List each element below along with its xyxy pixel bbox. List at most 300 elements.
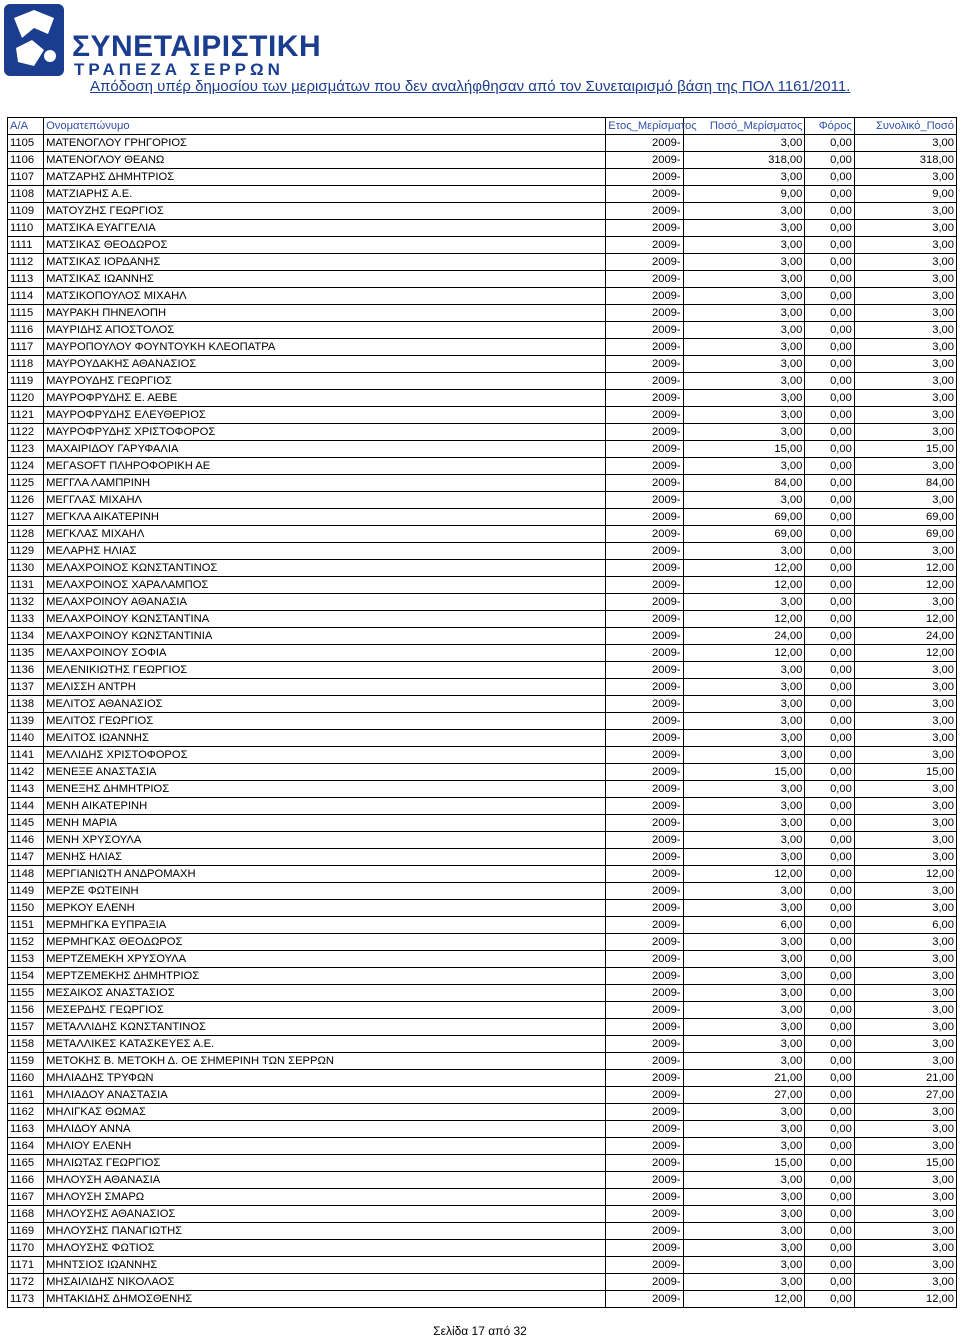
row-name: ΜΕΣΕΡΔΗΣ ΓΕΩΡΓΙΟΣ xyxy=(44,1002,606,1019)
table-row xyxy=(8,186,957,203)
row-total: 3,00 xyxy=(854,968,956,985)
row-aa: 1151 xyxy=(8,917,44,934)
row-aa: 1134 xyxy=(8,628,44,645)
table-row xyxy=(8,203,957,220)
row-amount: 3,00 xyxy=(683,373,805,390)
row-name: ΜΑΤΟΥΖΗΣ ΓΕΩΡΓΙΟΣ xyxy=(44,203,606,220)
row-aa: 1170 xyxy=(8,1240,44,1257)
row-tax: 0,00 xyxy=(805,883,855,900)
row-name: ΜΑΥΡΑΚΗ ΠΗΝΕΛΟΠΗ xyxy=(44,305,606,322)
table-row xyxy=(8,543,957,560)
row-aa: 1173 xyxy=(8,1291,44,1308)
row-year: 2009- xyxy=(606,611,683,628)
row-amount: 9,00 xyxy=(683,186,805,203)
row-amount: 24,00 xyxy=(683,628,805,645)
row-tax: 0,00 xyxy=(805,237,855,254)
table-row xyxy=(8,475,957,492)
row-aa: 1153 xyxy=(8,951,44,968)
row-name: ΜΕΡΤΖΕΜΕΚΗ ΧΡΥΣΟΥΛΑ xyxy=(44,951,606,968)
row-tax: 0,00 xyxy=(805,152,855,169)
row-year: 2009- xyxy=(606,458,683,475)
row-amount: 3,00 xyxy=(683,169,805,186)
table-row xyxy=(8,1291,957,1308)
table-row xyxy=(8,220,957,237)
row-total: 3,00 xyxy=(854,237,956,254)
row-tax: 0,00 xyxy=(805,526,855,543)
row-name: ΜΕΛΛΙΔΗΣ ΧΡΙΣΤΟΦΟΡΟΣ xyxy=(44,747,606,764)
row-aa: 1160 xyxy=(8,1070,44,1087)
row-tax: 0,00 xyxy=(805,934,855,951)
row-aa: 1144 xyxy=(8,798,44,815)
row-aa: 1129 xyxy=(8,543,44,560)
table-row xyxy=(8,407,957,424)
row-amount: 3,00 xyxy=(683,679,805,696)
row-total: 3,00 xyxy=(854,322,956,339)
row-aa: 1168 xyxy=(8,1206,44,1223)
row-total: 12,00 xyxy=(854,560,956,577)
row-aa: 1138 xyxy=(8,696,44,713)
table-row xyxy=(8,169,957,186)
row-tax: 0,00 xyxy=(805,696,855,713)
row-name: ΜΑΤΖΑΡΗΣ ΔΗΜΗΤΡΙΟΣ xyxy=(44,169,606,186)
table-row xyxy=(8,509,957,526)
table-row xyxy=(8,560,957,577)
row-total: 24,00 xyxy=(854,628,956,645)
row-aa: 1142 xyxy=(8,764,44,781)
table-row xyxy=(8,1121,957,1138)
row-total: 3,00 xyxy=(854,1104,956,1121)
row-amount: 3,00 xyxy=(683,934,805,951)
row-name: ΜΗΛΙΑΔΗΣ ΤΡΥΦΩΝ xyxy=(44,1070,606,1087)
table-row xyxy=(8,713,957,730)
row-tax: 0,00 xyxy=(805,254,855,271)
row-total: 3,00 xyxy=(854,220,956,237)
row-name: ΜΗΛΙΩΤΑΣ ΓΕΩΡΓΙΟΣ xyxy=(44,1155,606,1172)
row-name: ΜΕΣΑΙΚΟΣ ΑΝΑΣΤΑΣΙΟΣ xyxy=(44,985,606,1002)
row-amount: 3,00 xyxy=(683,424,805,441)
row-total: 3,00 xyxy=(854,1002,956,1019)
row-year: 2009- xyxy=(606,900,683,917)
row-year: 2009- xyxy=(606,1291,683,1308)
row-name: ΜΕΓΓΛΑ ΛΑΜΠΡΙΝΗ xyxy=(44,475,606,492)
row-total: 3,00 xyxy=(854,1019,956,1036)
row-year: 2009- xyxy=(606,356,683,373)
row-aa: 1164 xyxy=(8,1138,44,1155)
row-amount: 3,00 xyxy=(683,305,805,322)
row-name: ΜΕΤΑΛΛΙΔΗΣ ΚΩΝΣΤΑΝΤΙΝΟΣ xyxy=(44,1019,606,1036)
row-total: 3,00 xyxy=(854,1206,956,1223)
row-tax: 0,00 xyxy=(805,1138,855,1155)
row-aa: 1135 xyxy=(8,645,44,662)
row-name: ΜΕΡΓΙΑΝΙΩΤΗ ΑΝΔΡΟΜΑΧΗ xyxy=(44,866,606,883)
row-name: ΜΗΤΑΚΙΔΗΣ ΔΗΜΟΣΘΕΝΗΣ xyxy=(44,1291,606,1308)
table-row xyxy=(8,662,957,679)
table-header-row xyxy=(8,118,957,135)
row-amount: 3,00 xyxy=(683,407,805,424)
row-total: 3,00 xyxy=(854,730,956,747)
row-total: 3,00 xyxy=(854,1240,956,1257)
row-name: ΜΕΛΑΧΡΟΙΝΟΣ ΚΩΝΣΤΑΝΤΙΝΟΣ xyxy=(44,560,606,577)
row-amount: 12,00 xyxy=(683,560,805,577)
row-tax: 0,00 xyxy=(805,798,855,815)
row-name: ΜΗΛΙΓΚΑΣ ΘΩΜΑΣ xyxy=(44,1104,606,1121)
row-year: 2009- xyxy=(606,407,683,424)
row-amount: 3,00 xyxy=(683,1002,805,1019)
row-tax: 0,00 xyxy=(805,475,855,492)
row-total: 6,00 xyxy=(854,917,956,934)
row-year: 2009- xyxy=(606,866,683,883)
row-year: 2009- xyxy=(606,237,683,254)
column-header-amount: Ποσό_Μερίσματος xyxy=(683,118,805,135)
column-header-year: Ετος_Μερίσματος xyxy=(606,118,683,135)
row-tax: 0,00 xyxy=(805,1206,855,1223)
row-amount: 3,00 xyxy=(683,237,805,254)
table-row xyxy=(8,764,957,781)
row-year: 2009- xyxy=(606,220,683,237)
row-total: 69,00 xyxy=(854,526,956,543)
row-amount: 3,00 xyxy=(683,713,805,730)
row-amount: 3,00 xyxy=(683,1240,805,1257)
page-footer: Σελίδα 17 από 32 xyxy=(433,1324,527,1338)
row-total: 3,00 xyxy=(854,424,956,441)
column-header-tax: Φόρος xyxy=(805,118,855,135)
row-total: 3,00 xyxy=(854,1172,956,1189)
row-name: ΜΕΡΚΟΥ ΕΛΕΝΗ xyxy=(44,900,606,917)
row-tax: 0,00 xyxy=(805,679,855,696)
row-name: ΜΑΤΣΙΚΑΣ ΙΩΑΝΝΗΣ xyxy=(44,271,606,288)
row-name: ΜΕΡΖΕ ΦΩΤΕΙΝΗ xyxy=(44,883,606,900)
row-year: 2009- xyxy=(606,781,683,798)
row-year: 2009- xyxy=(606,645,683,662)
table-row xyxy=(8,747,957,764)
row-year: 2009- xyxy=(606,1172,683,1189)
column-header-name: Ονοματεπώνυμο xyxy=(44,118,606,135)
row-aa: 1121 xyxy=(8,407,44,424)
row-total: 3,00 xyxy=(854,781,956,798)
row-total: 3,00 xyxy=(854,1121,956,1138)
row-aa: 1149 xyxy=(8,883,44,900)
row-amount: 3,00 xyxy=(683,390,805,407)
row-amount: 3,00 xyxy=(683,203,805,220)
row-tax: 0,00 xyxy=(805,1036,855,1053)
row-name: ΜΕΓΓΛΑΣ ΜΙΧΑΗΛ xyxy=(44,492,606,509)
row-amount: 3,00 xyxy=(683,781,805,798)
row-name: ΜΕΝΕΞΕ ΑΝΑΣΤΑΣΙΑ xyxy=(44,764,606,781)
row-amount: 15,00 xyxy=(683,764,805,781)
row-year: 2009- xyxy=(606,628,683,645)
row-year: 2009- xyxy=(606,798,683,815)
row-aa: 1132 xyxy=(8,594,44,611)
row-tax: 0,00 xyxy=(805,543,855,560)
row-amount: 3,00 xyxy=(683,798,805,815)
row-tax: 0,00 xyxy=(805,169,855,186)
row-total: 3,00 xyxy=(854,849,956,866)
row-name: ΜΗΛΟΥΣΗΣ ΠΑΝΑΓΙΩΤΗΣ xyxy=(44,1223,606,1240)
row-year: 2009- xyxy=(606,492,683,509)
row-year: 2009- xyxy=(606,390,683,407)
row-tax: 0,00 xyxy=(805,1002,855,1019)
row-year: 2009- xyxy=(606,968,683,985)
row-tax: 0,00 xyxy=(805,339,855,356)
row-year: 2009- xyxy=(606,322,683,339)
row-total: 3,00 xyxy=(854,832,956,849)
row-tax: 0,00 xyxy=(805,832,855,849)
dividend-table xyxy=(7,117,957,1308)
table-row xyxy=(8,1019,957,1036)
row-aa: 1111 xyxy=(8,237,44,254)
row-amount: 69,00 xyxy=(683,509,805,526)
brand-subtitle: ΤΡΑΠΕΖΑ ΣΕΡΡΩΝ xyxy=(74,60,284,79)
row-total: 84,00 xyxy=(854,475,956,492)
row-tax: 0,00 xyxy=(805,1104,855,1121)
row-amount: 3,00 xyxy=(683,951,805,968)
row-aa: 1117 xyxy=(8,339,44,356)
row-amount: 15,00 xyxy=(683,1155,805,1172)
table-row xyxy=(8,730,957,747)
row-tax: 0,00 xyxy=(805,628,855,645)
row-name: ΜΗΛΟΥΣΗ ΑΘΑΝΑΣΙΑ xyxy=(44,1172,606,1189)
row-total: 15,00 xyxy=(854,1155,956,1172)
row-amount: 3,00 xyxy=(683,135,805,152)
row-year: 2009- xyxy=(606,1002,683,1019)
row-amount: 3,00 xyxy=(683,832,805,849)
row-tax: 0,00 xyxy=(805,220,855,237)
row-amount: 6,00 xyxy=(683,917,805,934)
row-amount: 3,00 xyxy=(683,730,805,747)
table-row xyxy=(8,1206,957,1223)
row-total: 3,00 xyxy=(854,951,956,968)
row-total: 3,00 xyxy=(854,271,956,288)
row-tax: 0,00 xyxy=(805,1257,855,1274)
table-row xyxy=(8,883,957,900)
row-name: ΜΕΛΑΡΗΣ ΗΛΙΑΣ xyxy=(44,543,606,560)
row-amount: 3,00 xyxy=(683,696,805,713)
row-year: 2009- xyxy=(606,373,683,390)
row-amount: 3,00 xyxy=(683,356,805,373)
row-aa: 1159 xyxy=(8,1053,44,1070)
row-tax: 0,00 xyxy=(805,441,855,458)
row-year: 2009- xyxy=(606,543,683,560)
row-tax: 0,00 xyxy=(805,968,855,985)
row-amount: 12,00 xyxy=(683,577,805,594)
row-tax: 0,00 xyxy=(805,815,855,832)
row-amount: 12,00 xyxy=(683,645,805,662)
row-name: ΜΕΛΙΤΟΣ ΙΩΑΝΝΗΣ xyxy=(44,730,606,747)
row-total: 69,00 xyxy=(854,509,956,526)
row-amount: 3,00 xyxy=(683,1206,805,1223)
table-row xyxy=(8,1053,957,1070)
table-row xyxy=(8,152,957,169)
table-row xyxy=(8,1104,957,1121)
row-tax: 0,00 xyxy=(805,713,855,730)
row-total: 3,00 xyxy=(854,407,956,424)
row-amount: 3,00 xyxy=(683,900,805,917)
row-total: 3,00 xyxy=(854,1138,956,1155)
row-name: ΜΑΥΡΟΠΟΥΛΟΥ ΦΟΥΝΤΟΥΚΗ ΚΛΕΟΠΑΤΡΑ xyxy=(44,339,606,356)
row-year: 2009- xyxy=(606,288,683,305)
row-aa: 1133 xyxy=(8,611,44,628)
table-row xyxy=(8,1189,957,1206)
row-total: 3,00 xyxy=(854,492,956,509)
row-total: 12,00 xyxy=(854,611,956,628)
row-tax: 0,00 xyxy=(805,1087,855,1104)
row-name: ΜΑΥΡΙΔΗΣ ΑΠΟΣΤΟΛΟΣ xyxy=(44,322,606,339)
row-total: 3,00 xyxy=(854,883,956,900)
row-total: 3,00 xyxy=(854,934,956,951)
row-name: ΜΑΥΡΟΦΡΥΔΗΣ ΕΛΕΥΘΕΡΙΟΣ xyxy=(44,407,606,424)
row-tax: 0,00 xyxy=(805,1053,855,1070)
row-aa: 1105 xyxy=(8,135,44,152)
row-tax: 0,00 xyxy=(805,985,855,1002)
row-total: 3,00 xyxy=(854,339,956,356)
row-total: 3,00 xyxy=(854,713,956,730)
row-year: 2009- xyxy=(606,1121,683,1138)
row-aa: 1152 xyxy=(8,934,44,951)
row-year: 2009- xyxy=(606,305,683,322)
row-total: 3,00 xyxy=(854,543,956,560)
table-row xyxy=(8,339,957,356)
row-total: 3,00 xyxy=(854,900,956,917)
row-tax: 0,00 xyxy=(805,1240,855,1257)
row-year: 2009- xyxy=(606,169,683,186)
row-tax: 0,00 xyxy=(805,747,855,764)
row-name: ΜΑΤΕΝΟΓΛΟΥ ΘΕΑΝΩ xyxy=(44,152,606,169)
row-year: 2009- xyxy=(606,594,683,611)
row-tax: 0,00 xyxy=(805,781,855,798)
table-row xyxy=(8,968,957,985)
row-name: ΜΑΥΡΟΦΡΥΔΗΣ Ε. ΑΕΒΕ xyxy=(44,390,606,407)
row-name: ΜΕΓASOFT ΠΛΗΡΟΦΟΡΙΚΗ ΑΕ xyxy=(44,458,606,475)
row-aa: 1155 xyxy=(8,985,44,1002)
row-name: ΜΑΤΖΙΑΡΗΣ Α.Ε. xyxy=(44,186,606,203)
row-aa: 1110 xyxy=(8,220,44,237)
table-row xyxy=(8,458,957,475)
row-tax: 0,00 xyxy=(805,271,855,288)
row-total: 3,00 xyxy=(854,135,956,152)
row-total: 3,00 xyxy=(854,390,956,407)
table-row xyxy=(8,424,957,441)
row-name: ΜΕΡΤΖΕΜΕΚΗΣ ΔΗΜΗΤΡΙΟΣ xyxy=(44,968,606,985)
row-year: 2009- xyxy=(606,849,683,866)
row-total: 21,00 xyxy=(854,1070,956,1087)
row-tax: 0,00 xyxy=(805,288,855,305)
row-aa: 1140 xyxy=(8,730,44,747)
row-amount: 3,00 xyxy=(683,985,805,1002)
row-tax: 0,00 xyxy=(805,645,855,662)
row-amount: 69,00 xyxy=(683,526,805,543)
row-total: 3,00 xyxy=(854,696,956,713)
row-tax: 0,00 xyxy=(805,1223,855,1240)
row-amount: 3,00 xyxy=(683,747,805,764)
row-total: 3,00 xyxy=(854,679,956,696)
row-aa: 1119 xyxy=(8,373,44,390)
table-row xyxy=(8,356,957,373)
row-total: 3,00 xyxy=(854,1189,956,1206)
table-row xyxy=(8,492,957,509)
row-amount: 3,00 xyxy=(683,849,805,866)
table-row xyxy=(8,611,957,628)
row-tax: 0,00 xyxy=(805,866,855,883)
row-aa: 1150 xyxy=(8,900,44,917)
row-tax: 0,00 xyxy=(805,407,855,424)
row-amount: 3,00 xyxy=(683,1223,805,1240)
row-year: 2009- xyxy=(606,730,683,747)
row-tax: 0,00 xyxy=(805,458,855,475)
row-aa: 1158 xyxy=(8,1036,44,1053)
row-year: 2009- xyxy=(606,1223,683,1240)
row-name: ΜΕΤΑΛΛΙΚΕΣ ΚΑΤΑΣΚΕΥΕΣ Α.Ε. xyxy=(44,1036,606,1053)
row-amount: 3,00 xyxy=(683,968,805,985)
row-aa: 1163 xyxy=(8,1121,44,1138)
row-aa: 1162 xyxy=(8,1104,44,1121)
row-year: 2009- xyxy=(606,1189,683,1206)
row-year: 2009- xyxy=(606,917,683,934)
table-row xyxy=(8,645,957,662)
row-year: 2009- xyxy=(606,747,683,764)
row-tax: 0,00 xyxy=(805,1189,855,1206)
row-year: 2009- xyxy=(606,1019,683,1036)
row-year: 2009- xyxy=(606,1257,683,1274)
row-tax: 0,00 xyxy=(805,917,855,934)
row-aa: 1143 xyxy=(8,781,44,798)
row-amount: 3,00 xyxy=(683,288,805,305)
row-tax: 0,00 xyxy=(805,560,855,577)
row-name: ΜΑΤΣΙΚΟΠΟΥΛΟΣ ΜΙΧΑΗΛ xyxy=(44,288,606,305)
row-name: ΜΑΥΡΟΥΔΑΚΗΣ ΑΘΑΝΑΣΙΟΣ xyxy=(44,356,606,373)
row-tax: 0,00 xyxy=(805,662,855,679)
table-row xyxy=(8,254,957,271)
row-amount: 3,00 xyxy=(683,1257,805,1274)
table-row xyxy=(8,390,957,407)
row-tax: 0,00 xyxy=(805,1070,855,1087)
row-aa: 1130 xyxy=(8,560,44,577)
row-total: 3,00 xyxy=(854,1036,956,1053)
row-tax: 0,00 xyxy=(805,509,855,526)
row-year: 2009- xyxy=(606,254,683,271)
row-total: 3,00 xyxy=(854,288,956,305)
row-amount: 3,00 xyxy=(683,1274,805,1291)
row-name: ΜΑΥΡΟΦΡΥΔΗΣ ΧΡΙΣΤΟΦΟΡΟΣ xyxy=(44,424,606,441)
row-amount: 3,00 xyxy=(683,1189,805,1206)
row-total: 318,00 xyxy=(854,152,956,169)
row-amount: 3,00 xyxy=(683,271,805,288)
row-year: 2009- xyxy=(606,135,683,152)
row-year: 2009- xyxy=(606,271,683,288)
row-year: 2009- xyxy=(606,152,683,169)
row-name: ΜΕΛΙΤΟΣ ΑΘΑΝΑΣΙΟΣ xyxy=(44,696,606,713)
row-tax: 0,00 xyxy=(805,305,855,322)
row-aa: 1157 xyxy=(8,1019,44,1036)
row-total: 3,00 xyxy=(854,458,956,475)
row-aa: 1136 xyxy=(8,662,44,679)
row-name: ΜΕΝΗ ΜΑΡΙΑ xyxy=(44,815,606,832)
row-year: 2009- xyxy=(606,577,683,594)
row-total: 3,00 xyxy=(854,169,956,186)
row-total: 3,00 xyxy=(854,594,956,611)
row-aa: 1116 xyxy=(8,322,44,339)
row-amount: 3,00 xyxy=(683,543,805,560)
row-aa: 1131 xyxy=(8,577,44,594)
row-name: ΜΕΛΑΧΡΟΙΝΟΥ ΚΩΝΣΤΑΝΤΙΝΙΑ xyxy=(44,628,606,645)
row-amount: 3,00 xyxy=(683,339,805,356)
row-total: 3,00 xyxy=(854,1257,956,1274)
row-amount: 3,00 xyxy=(683,220,805,237)
row-name: ΜΗΛΙΑΔΟΥ ΑΝΑΣΤΑΣΙΑ xyxy=(44,1087,606,1104)
column-header-aa: Α/Α xyxy=(8,118,44,135)
row-aa: 1148 xyxy=(8,866,44,883)
row-total: 15,00 xyxy=(854,441,956,458)
bank-logo-icon xyxy=(4,4,64,76)
